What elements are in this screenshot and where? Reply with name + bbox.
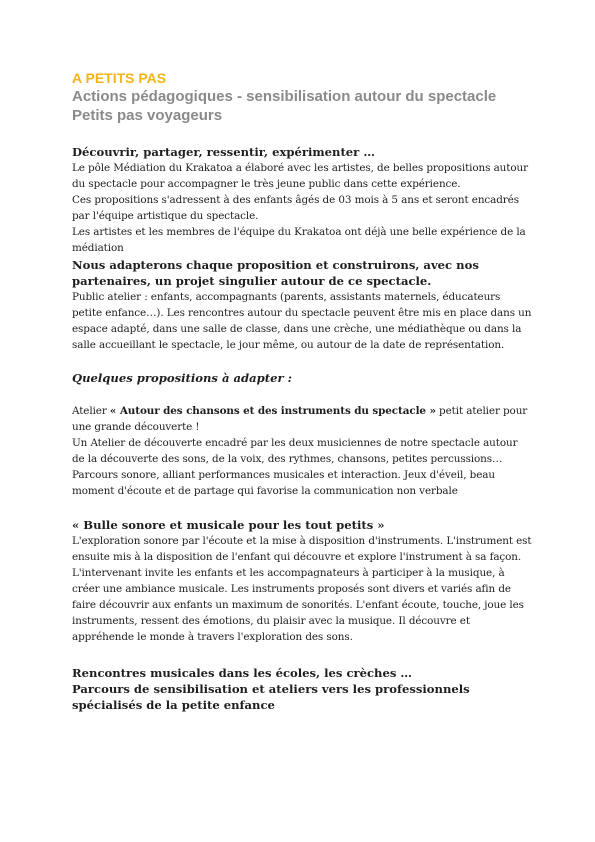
paragraph-adapt-bold: Nous adapterons chaque proposition et construirons, avec nos partenaires, un projet singulier autour de ce spectacle.	[72, 257, 479, 288]
paragraph-experience: Les artistes et les membres de l'équipe du Krakatoa ont déjà une belle expérience de la médiation	[72, 226, 526, 255]
section-heading-parcours: Parcours de sensibilisation et ateliers vers les professionnels spécialisés de la petite enfance	[72, 682, 470, 713]
paragraph-ages: Ces propositions s'adressent à des enfants âgés de 03 mois à 5 ans et seront encadrés par l'équipe artistique du spectacle.	[72, 194, 519, 223]
document-subtitle: Actions pédagogiques - sensibilisation autour du spectacle	[72, 88, 497, 105]
paragraph-mediation: Le pôle Médiation du Krakatoa a élaboré avec les artistes, de belles propositions autour du spectacle pour accompagner le très jeune public dans cette expérience.	[72, 162, 528, 191]
atelier-suffix: petit atelier pour une grande découverte !	[72, 404, 528, 434]
document-subtitle-2: Petits pas voyageurs	[72, 107, 223, 124]
paragraph-bulle-body: L'exploration sonore par l'écoute et la mise à disposition d'instruments. L'instrument est ensuite mis à la disposition de l'enfant qui découvre et explore l'instrument à sa façon. L'intervenant invite les enfants et les accompagnateurs à participer à la musique, à créer une ambiance musicale. Les instruments proposés sont divers et variés afin de faire découvrir aux enfants un maximum de sonorités. L'enfant écoute, touche, joue les instruments, ressent des émotions, du plaisir avec la musique. Il découvre et appréhende le monde à travers l'exploration des sons.	[72, 534, 532, 644]
paragraph-atelier-body: Un Atelier de découverte encadré par les deux musiciennes de notre spectacle autour de la découverte des sons, de la voix, des rythmes, chansons, petites percussions… Parcours sonore, alliant performances musicales et interaction. Jeux d'éveil, beau moment d'écoute et de partage qui favorise la communication non verbale	[72, 437, 518, 498]
section-heading-propositions: Quelques propositions à adapter :	[72, 370, 292, 385]
paragraph-atelier-intro	[72, 403, 532, 435]
atelier-prefix: Atelier	[72, 404, 110, 417]
document-title: A PETITS PAS	[72, 70, 167, 86]
section-heading-bulle: « Bulle sonore et musicale pour les tout petits »	[72, 517, 385, 532]
section-heading-rencontres: Rencontres musicales dans les écoles, les crèches …	[72, 666, 413, 681]
paragraph-public: Public atelier : enfants, accompagnants (parents, assistants maternels, éducateurs petite enfance…). Les rencontres autour du spectacle peuvent être mis en place dans un espace adapté, dans une salle de classe, dans une crèche, une médiathèque ou dans la salle accueillant le spectacle, le jour même, ou autour de la date de représentation.	[72, 290, 532, 351]
document-page	[72, 70, 532, 713]
section-heading-discover: Découvrir, partager, ressentir, expérimenter …	[72, 145, 375, 159]
atelier-title: « Autour des chansons et des instruments du spectacle »	[109, 404, 436, 417]
